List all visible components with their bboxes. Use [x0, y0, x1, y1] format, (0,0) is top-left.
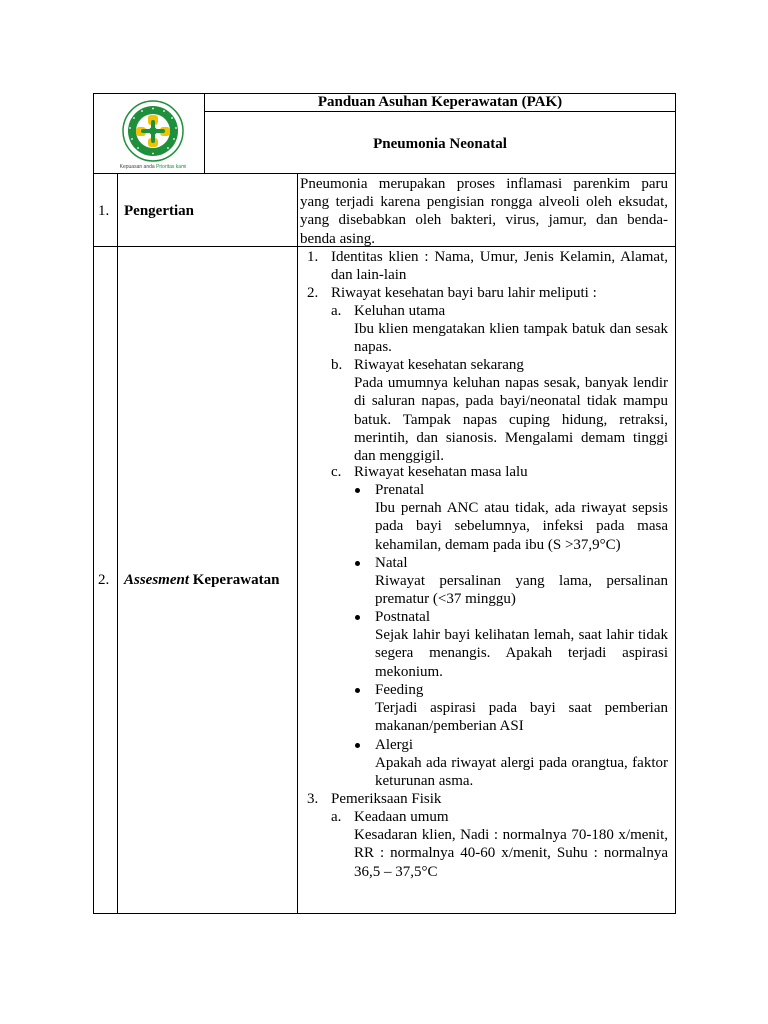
bullet-line: mekonium. — [375, 663, 443, 680]
number-column-divider — [117, 173, 118, 914]
bullet-heading: Postnatal — [375, 609, 430, 625]
list-marker: 2. — [307, 285, 319, 301]
bullet-line: Sejak lahir bayi kelihatan lemah, saat lahir tidak — [375, 627, 668, 644]
list-item-line: Identitas klien : Nama, Umur, Jenis Kelamin, Alamat, — [331, 249, 668, 265]
bullet-item — [375, 736, 668, 791]
list-item — [331, 284, 668, 302]
bullet-line: prematur (<37 minggu) — [375, 591, 516, 608]
sub-item-heading: Keluhan utama — [354, 303, 446, 319]
bullet-heading: Natal — [375, 555, 408, 571]
sub-item-heading: Keadaan umum — [354, 809, 449, 825]
row-1-number: 1. — [98, 203, 110, 219]
list-item — [331, 790, 668, 808]
list-item-line: dan lain-lain — [331, 267, 407, 284]
list-item — [331, 248, 668, 284]
sub-list-item — [354, 808, 668, 881]
sub-item-heading: Riwayat kesehatan sekarang — [354, 357, 524, 373]
sub-item-line: 36,5 – 37,5°C — [354, 863, 438, 880]
sub-item-line: RR : normalnya 40-60 x/menit, Suhu : normalnya — [354, 845, 668, 862]
bullet-icon — [355, 488, 360, 493]
sub-item-line: napas. — [354, 339, 392, 356]
sub-item-line: batuk. Tampak napas cuping hidung, retraksi, — [354, 411, 668, 428]
definition-line: yang disebabkan oleh bakteri, virus, jamur, dan benda- — [300, 212, 668, 229]
row-1-label: Pengertian — [124, 203, 194, 219]
bullet-line: Terjadi aspirasi pada bayi saat pemberian — [375, 700, 668, 717]
row-2-label-italic: Assesment — [124, 572, 190, 588]
list-item-line: Pemeriksaan Fisik — [331, 791, 442, 807]
hospital-logo — [108, 100, 198, 172]
list-marker: 1. — [307, 249, 319, 265]
bullet-line: Apakah ada riwayat alergi pada orangtua, faktor — [375, 755, 668, 772]
sub-item-heading: Riwayat kesehatan masa lalu — [354, 464, 528, 480]
header-divider — [204, 111, 676, 112]
row-2-label-rest: Keperawatan — [189, 572, 280, 588]
content-column-divider — [297, 173, 298, 914]
sub-list-item — [354, 463, 668, 481]
bullet-line: keturunan asma. — [375, 773, 474, 790]
bullet-line: pada bayi sebelumnya, infeksi pada masa — [375, 518, 668, 535]
logo-tagline-highlight: Prioritas kami — [156, 164, 187, 170]
sub-item-line: dan menggigil. — [354, 447, 444, 464]
document-subtitle: Pneumonia Neonatal — [373, 136, 507, 152]
sub-item-line: Pada umumnya keluhan napas sesak, banyak lendir — [354, 375, 668, 392]
definition-text — [300, 175, 668, 248]
sub-list-item — [354, 302, 668, 357]
bullet-line: segera menangis. Apakah terjadi aspirasi — [375, 645, 668, 662]
logo-tagline — [108, 164, 198, 170]
list-marker: 3. — [307, 791, 319, 807]
bullet-line: Riwayat persalinan yang lama, persalinan — [375, 573, 668, 590]
row-2-label — [124, 571, 279, 589]
sub-list-marker: c. — [331, 464, 342, 480]
row-2-number: 2. — [98, 572, 110, 588]
bullet-icon — [355, 615, 360, 620]
sub-item-line: Ibu klien mengatakan klien tampak batuk dan sesak — [354, 321, 668, 338]
sub-item-line: di saluran napas, pada bayi/neonatal tidak mampu — [354, 393, 668, 410]
definition-line: benda asing. — [300, 230, 375, 247]
bullet-line: kehamilan, demam pada ibu (S >37,9°C) — [375, 536, 621, 553]
bullet-icon — [355, 561, 360, 566]
bullet-heading: Feeding — [375, 682, 424, 698]
sub-list-item — [354, 356, 668, 465]
hospital-seal-icon — [108, 100, 198, 172]
list-item-line: Riwayat kesehatan bayi baru lahir meliputi : — [331, 285, 597, 301]
definition-line: Pneumonia merupakan proses inflamasi parenkim paru — [300, 176, 668, 192]
sub-list-marker: a. — [331, 303, 342, 319]
sub-item-line: merintih, dan sianosis. Mengalami demam tinggi — [354, 429, 668, 446]
bullet-line: Ibu pernah ANC atau tidak, ada riwayat sepsis — [375, 500, 668, 517]
bullet-item — [375, 481, 668, 554]
bullet-item — [375, 681, 668, 736]
bullet-line: makanan/pemberian ASI — [375, 718, 524, 735]
sub-list-marker: a. — [331, 809, 342, 825]
bullet-heading: Alergi — [375, 737, 414, 753]
bullet-item — [375, 554, 668, 609]
logo-tagline-prefix: Kepuasan anda — [119, 164, 155, 170]
bullet-heading: Prenatal — [375, 482, 425, 498]
document-title: Panduan Asuhan Keperawatan (PAK) — [317, 94, 563, 110]
bullet-icon — [355, 688, 360, 693]
bullet-item — [375, 608, 668, 681]
sub-list-marker: b. — [331, 357, 343, 373]
bullet-icon — [355, 743, 360, 748]
row-divider-1 — [93, 173, 676, 174]
definition-line: yang terjadi karena pengisian rongga alveoli oleh eksudat, — [300, 194, 668, 211]
sub-item-line: Kesadaran klien, Nadi : normalnya 70-180 x/menit, — [354, 827, 668, 844]
